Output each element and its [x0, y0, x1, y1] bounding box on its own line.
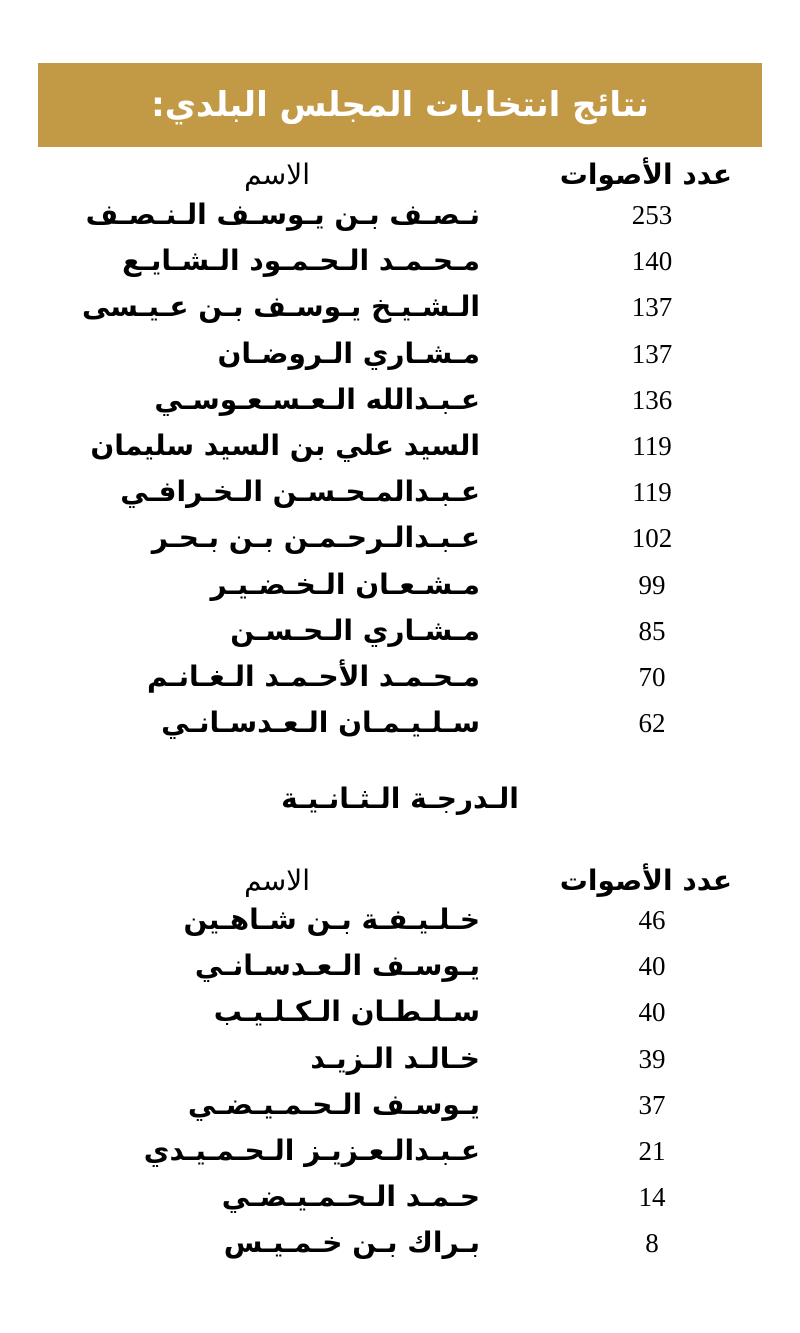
page-title: نتائج انتخابات المجلس البلدي:	[151, 85, 649, 125]
table-row	[0, 244, 800, 290]
table-row	[0, 614, 800, 660]
candidate-name: يـوسـف الـعـدسـانـي	[194, 949, 480, 983]
table-row	[0, 475, 800, 521]
candidate-name: عـبـدالـرحـمـن بـن بـحـر	[151, 521, 480, 555]
table-row	[0, 429, 800, 475]
vote-count: 40	[638, 951, 666, 982]
vote-count: 119	[632, 477, 672, 508]
results-list-1	[0, 198, 800, 752]
results-list-2	[0, 903, 800, 1273]
vote-count: 136	[631, 384, 673, 415]
candidate-name: سـلـيـمـان الـعـدسـانـي	[161, 706, 480, 740]
second-round-heading: الـدرجـة الـثـانـيـة	[281, 782, 519, 815]
candidate-name: مـحـمـد الـحـمـود الـشـايـع	[122, 244, 480, 278]
candidate-name: يـوسـف الـحـمـيـضـي	[187, 1087, 480, 1121]
candidate-name: خـلـيـفـة بـن شـاهـين	[183, 903, 480, 936]
table-row	[0, 949, 800, 995]
votes-column-header: عدد الأصوات	[559, 864, 732, 897]
vote-count: 85	[638, 615, 666, 646]
vote-count: 14	[638, 1182, 666, 1213]
table-header-2	[20, 864, 780, 904]
vote-count: 137	[631, 338, 673, 369]
name-column-header: الاسم	[244, 158, 310, 191]
table-row	[0, 1180, 800, 1226]
table-header-1	[20, 158, 780, 198]
candidate-name: السيد علي بن السيد سليمان	[90, 428, 480, 462]
vote-count: 102	[631, 523, 673, 554]
table-row	[0, 1088, 800, 1134]
candidate-name: حـمـد الـحـمـيـضـي	[221, 1180, 480, 1214]
vote-count: 21	[638, 1135, 666, 1166]
vote-count: 39	[638, 1043, 666, 1074]
table-row	[0, 290, 800, 336]
vote-count: 8	[645, 1228, 659, 1259]
vote-count: 46	[638, 905, 666, 935]
table-row	[0, 568, 800, 614]
vote-count: 119	[632, 430, 672, 461]
vote-count: 70	[638, 661, 666, 692]
candidate-name: مـشـاري الـروضـان	[217, 336, 480, 370]
table-row	[0, 995, 800, 1041]
table-row	[0, 903, 800, 949]
vote-count: 62	[638, 708, 666, 739]
title-banner	[38, 63, 762, 147]
table-row	[0, 660, 800, 706]
candidate-name: مـحـمـد الأحـمـد الـغـانـم	[147, 659, 480, 693]
vote-count: 137	[631, 292, 673, 323]
candidate-name: نـصـف بـن يـوسـف الـنـصـف	[85, 198, 480, 231]
candidate-name: بـراك بـن خـمـيـس	[223, 1226, 480, 1260]
table-row	[0, 198, 800, 244]
candidate-name: عـبـدالله الـعـسـعـوسـي	[154, 382, 480, 416]
table-row	[0, 521, 800, 567]
votes-column-header: عدد الأصوات	[559, 158, 732, 191]
candidate-name: مـشـاري الـحـسـن	[230, 613, 480, 647]
vote-count: 37	[638, 1089, 666, 1120]
table-row	[0, 337, 800, 383]
candidate-name: خـالـد الـزيـد	[310, 1041, 480, 1075]
table-row	[0, 1042, 800, 1088]
vote-count: 99	[638, 569, 666, 600]
candidate-name: الـشـيـخ يـوسـف بـن عـيـسى	[81, 290, 480, 324]
table-row	[0, 1226, 800, 1272]
candidate-name: مـشـعـان الـخـضـيـر	[210, 567, 480, 601]
name-column-header: الاسم	[244, 864, 310, 897]
table-row	[0, 383, 800, 429]
vote-count: 140	[631, 246, 673, 277]
vote-count: 40	[638, 997, 666, 1028]
vote-count: 253	[631, 200, 673, 230]
candidate-name: عـبـدالـعـزيـز الـحـمـيـدي	[143, 1133, 480, 1167]
table-row	[0, 706, 800, 752]
candidate-name: عـبـدالمـحـسـن الـخـرافـي	[120, 475, 480, 509]
table-row	[0, 1134, 800, 1180]
candidate-name: سـلـطـان الـكـلـيـب	[213, 995, 480, 1029]
